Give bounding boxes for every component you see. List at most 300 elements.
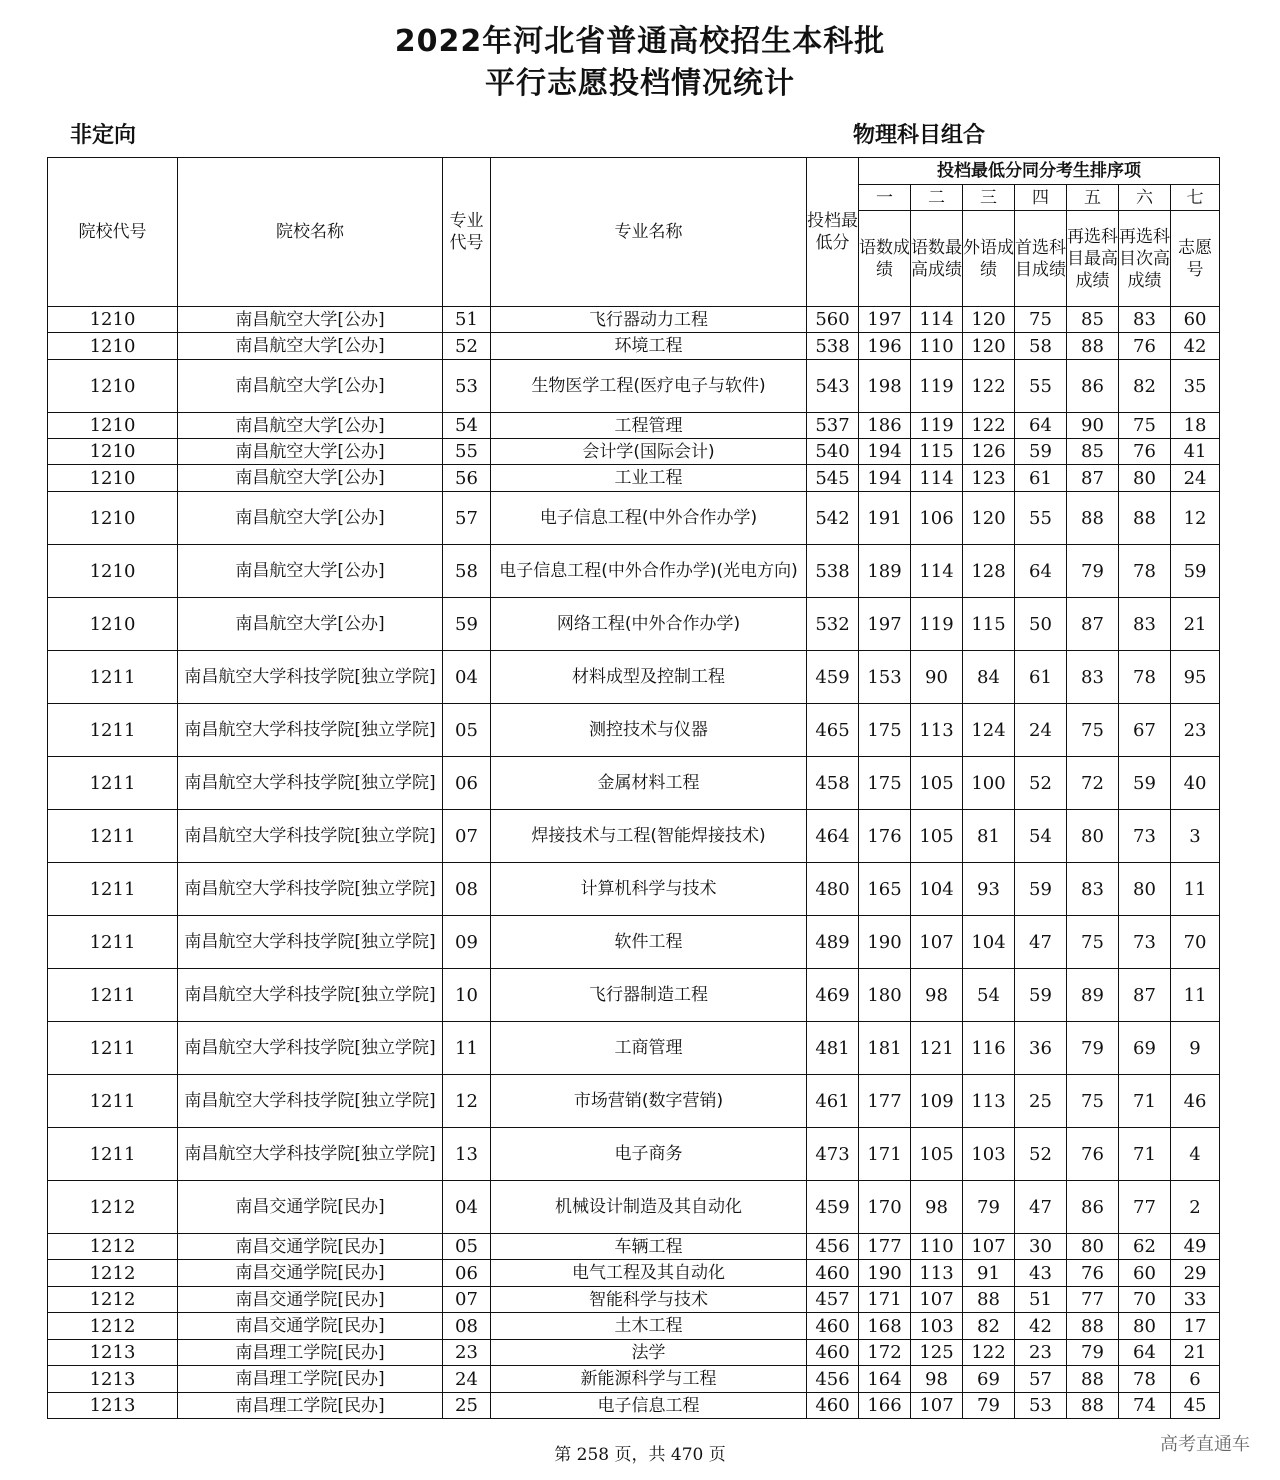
major-name-cell: 焊接技术与工程(智能焊接技术) (491, 810, 807, 863)
major-code-cell: 05 (443, 1234, 491, 1260)
score-7-cell: 41 (1171, 439, 1220, 465)
table-row (48, 598, 1220, 651)
header-tiebreak-number: 七 (1171, 185, 1220, 211)
score-7-cell: 12 (1171, 492, 1220, 545)
score-4-cell: 58 (1015, 333, 1067, 360)
score-7-cell: 46 (1171, 1075, 1220, 1128)
score-6-cell: 82 (1119, 360, 1171, 413)
school-name-cell: 南昌交通学院[民办] (178, 1287, 443, 1313)
table-row (48, 704, 1220, 757)
score-2-cell: 106 (911, 492, 963, 545)
table-row (48, 916, 1220, 969)
score-4-cell: 61 (1015, 651, 1067, 704)
table-row (48, 413, 1220, 439)
school-name-cell: 南昌航空大学科技学院[独立学院] (178, 863, 443, 916)
major-code-cell: 23 (443, 1340, 491, 1366)
score-4-cell: 30 (1015, 1234, 1067, 1260)
table-row (48, 1128, 1220, 1181)
score-2-cell: 110 (911, 1234, 963, 1260)
score-5-cell: 75 (1067, 916, 1119, 969)
score-3-cell: 122 (963, 1340, 1015, 1366)
score-1-cell: 177 (859, 1075, 911, 1128)
major-name-cell: 工商管理 (491, 1022, 807, 1075)
header-tiebreak-item: 再选科目次高成绩 (1119, 211, 1171, 307)
score-1-cell: 164 (859, 1366, 911, 1393)
major-name-cell: 工业工程 (491, 465, 807, 492)
score-5-cell: 75 (1067, 1075, 1119, 1128)
major-name-cell: 生物医学工程(医疗电子与软件) (491, 360, 807, 413)
score-2-cell: 115 (911, 439, 963, 465)
header-tiebreak-item: 外语成绩 (963, 211, 1015, 307)
header-tiebreak-item: 再选科目最高成绩 (1067, 211, 1119, 307)
score-4-cell: 43 (1015, 1260, 1067, 1287)
score-6-cell: 78 (1119, 545, 1171, 598)
header-school-name: 院校名称 (178, 158, 443, 307)
min-score-cell: 458 (807, 757, 859, 810)
score-6-cell: 77 (1119, 1181, 1171, 1234)
score-7-cell: 45 (1171, 1393, 1220, 1419)
major-code-cell: 53 (443, 360, 491, 413)
score-7-cell: 2 (1171, 1181, 1220, 1234)
min-score-cell: 460 (807, 1260, 859, 1287)
score-3-cell: 81 (963, 810, 1015, 863)
table-row (48, 1234, 1220, 1260)
table-row (48, 1181, 1220, 1234)
score-2-cell: 90 (911, 651, 963, 704)
score-1-cell: 190 (859, 1260, 911, 1287)
major-name-cell: 法学 (491, 1340, 807, 1366)
score-1-cell: 194 (859, 439, 911, 465)
score-6-cell: 87 (1119, 969, 1171, 1022)
school-name-cell: 南昌航空大学科技学院[独立学院] (178, 810, 443, 863)
score-1-cell: 198 (859, 360, 911, 413)
header-tiebreak-number: 五 (1067, 185, 1119, 211)
score-4-cell: 53 (1015, 1393, 1067, 1419)
school-code-cell: 1211 (48, 969, 178, 1022)
score-5-cell: 79 (1067, 1340, 1119, 1366)
school-code-cell: 1211 (48, 651, 178, 704)
score-4-cell: 59 (1015, 969, 1067, 1022)
min-score-cell: 457 (807, 1287, 859, 1313)
school-code-cell: 1212 (48, 1313, 178, 1340)
score-5-cell: 80 (1067, 1234, 1119, 1260)
score-3-cell: 79 (963, 1393, 1015, 1419)
table-row (48, 465, 1220, 492)
header-tiebreak-group: 投档最低分同分考生排序项 (859, 158, 1220, 185)
school-code-cell: 1211 (48, 863, 178, 916)
major-name-cell: 电子信息工程(中外合作办学)(光电方向) (491, 545, 807, 598)
score-3-cell: 103 (963, 1128, 1015, 1181)
score-2-cell: 113 (911, 704, 963, 757)
score-3-cell: 116 (963, 1022, 1015, 1075)
school-code-cell: 1211 (48, 1075, 178, 1128)
score-5-cell: 88 (1067, 1393, 1119, 1419)
table-row (48, 307, 1220, 333)
score-7-cell: 95 (1171, 651, 1220, 704)
score-7-cell: 40 (1171, 757, 1220, 810)
major-name-cell: 电子商务 (491, 1128, 807, 1181)
school-code-cell: 1211 (48, 916, 178, 969)
score-2-cell: 105 (911, 810, 963, 863)
school-name-cell: 南昌理工学院[民办] (178, 1366, 443, 1393)
score-2-cell: 105 (911, 1128, 963, 1181)
min-score-cell: 459 (807, 651, 859, 704)
score-1-cell: 197 (859, 598, 911, 651)
page-title-line-1: 2022年河北省普通高校招生本科批 (394, 24, 886, 59)
score-5-cell: 79 (1067, 1022, 1119, 1075)
score-7-cell: 24 (1171, 465, 1220, 492)
min-score-cell: 538 (807, 545, 859, 598)
score-1-cell: 166 (859, 1393, 911, 1419)
score-1-cell: 176 (859, 810, 911, 863)
score-7-cell: 6 (1171, 1366, 1220, 1393)
score-6-cell: 64 (1119, 1340, 1171, 1366)
school-code-cell: 1212 (48, 1287, 178, 1313)
score-4-cell: 52 (1015, 757, 1067, 810)
min-score-cell: 542 (807, 492, 859, 545)
score-3-cell: 115 (963, 598, 1015, 651)
score-6-cell: 88 (1119, 492, 1171, 545)
score-5-cell: 75 (1067, 704, 1119, 757)
score-5-cell: 83 (1067, 863, 1119, 916)
score-4-cell: 64 (1015, 545, 1067, 598)
score-6-cell: 75 (1119, 413, 1171, 439)
score-2-cell: 119 (911, 360, 963, 413)
school-name-cell: 南昌航空大学科技学院[独立学院] (178, 1075, 443, 1128)
table-row (48, 545, 1220, 598)
score-3-cell: 54 (963, 969, 1015, 1022)
score-5-cell: 87 (1067, 598, 1119, 651)
min-score-cell: 545 (807, 465, 859, 492)
score-7-cell: 21 (1171, 598, 1220, 651)
major-code-cell: 56 (443, 465, 491, 492)
header-tiebreak-item: 志愿号 (1171, 211, 1220, 307)
school-code-cell: 1211 (48, 1128, 178, 1181)
score-4-cell: 47 (1015, 1181, 1067, 1234)
table-row (48, 360, 1220, 413)
major-name-cell: 车辆工程 (491, 1234, 807, 1260)
score-3-cell: 82 (963, 1313, 1015, 1340)
subject-combination-label: 物理科目组合 (853, 123, 986, 148)
score-6-cell: 67 (1119, 704, 1171, 757)
major-name-cell: 会计学(国际会计) (491, 439, 807, 465)
score-4-cell: 42 (1015, 1313, 1067, 1340)
score-2-cell: 107 (911, 916, 963, 969)
table-row (48, 1393, 1220, 1419)
score-1-cell: 170 (859, 1181, 911, 1234)
score-2-cell: 125 (911, 1340, 963, 1366)
major-name-cell: 电气工程及其自动化 (491, 1260, 807, 1287)
score-2-cell: 119 (911, 598, 963, 651)
score-6-cell: 80 (1119, 863, 1171, 916)
table-row (48, 969, 1220, 1022)
score-4-cell: 50 (1015, 598, 1067, 651)
school-code-cell: 1210 (48, 492, 178, 545)
major-name-cell: 机械设计制造及其自动化 (491, 1181, 807, 1234)
school-name-cell: 南昌航空大学[公办] (178, 465, 443, 492)
score-7-cell: 4 (1171, 1128, 1220, 1181)
score-3-cell: 88 (963, 1287, 1015, 1313)
header-major-name: 专业名称 (491, 158, 807, 307)
major-name-cell: 飞行器制造工程 (491, 969, 807, 1022)
score-5-cell: 76 (1067, 1260, 1119, 1287)
score-1-cell: 175 (859, 757, 911, 810)
score-4-cell: 55 (1015, 360, 1067, 413)
school-code-cell: 1210 (48, 465, 178, 492)
school-name-cell: 南昌航空大学科技学院[独立学院] (178, 1128, 443, 1181)
school-name-cell: 南昌理工学院[民办] (178, 1340, 443, 1366)
major-name-cell: 智能科学与技术 (491, 1287, 807, 1313)
score-6-cell: 78 (1119, 1366, 1171, 1393)
score-1-cell: 171 (859, 1287, 911, 1313)
score-5-cell: 80 (1067, 810, 1119, 863)
major-name-cell: 新能源科学与工程 (491, 1366, 807, 1393)
table-row (48, 1022, 1220, 1075)
major-name-cell: 网络工程(中外合作办学) (491, 598, 807, 651)
score-2-cell: 114 (911, 307, 963, 333)
major-code-cell: 52 (443, 333, 491, 360)
score-5-cell: 83 (1067, 651, 1119, 704)
school-name-cell: 南昌交通学院[民办] (178, 1234, 443, 1260)
major-code-cell: 06 (443, 1260, 491, 1287)
major-code-cell: 05 (443, 704, 491, 757)
score-1-cell: 190 (859, 916, 911, 969)
score-7-cell: 70 (1171, 916, 1220, 969)
min-score-cell: 465 (807, 704, 859, 757)
score-5-cell: 85 (1067, 439, 1119, 465)
score-6-cell: 80 (1119, 465, 1171, 492)
score-3-cell: 100 (963, 757, 1015, 810)
header-tiebreak-item: 首选科目成绩 (1015, 211, 1067, 307)
major-name-cell: 环境工程 (491, 333, 807, 360)
school-name-cell: 南昌航空大学[公办] (178, 333, 443, 360)
score-5-cell: 89 (1067, 969, 1119, 1022)
watermark: 高考直通车 (1160, 1434, 1250, 1455)
score-4-cell: 57 (1015, 1366, 1067, 1393)
school-code-cell: 1210 (48, 333, 178, 360)
school-name-cell: 南昌交通学院[民办] (178, 1260, 443, 1287)
school-name-cell: 南昌航空大学[公办] (178, 360, 443, 413)
score-1-cell: 189 (859, 545, 911, 598)
min-score-cell: 560 (807, 307, 859, 333)
school-code-cell: 1210 (48, 439, 178, 465)
score-6-cell: 69 (1119, 1022, 1171, 1075)
score-5-cell: 86 (1067, 1181, 1119, 1234)
major-name-cell: 计算机科学与技术 (491, 863, 807, 916)
score-6-cell: 62 (1119, 1234, 1171, 1260)
score-4-cell: 36 (1015, 1022, 1067, 1075)
score-1-cell: 196 (859, 333, 911, 360)
score-5-cell: 79 (1067, 545, 1119, 598)
score-4-cell: 54 (1015, 810, 1067, 863)
major-name-cell: 金属材料工程 (491, 757, 807, 810)
major-name-cell: 市场营销(数字营销) (491, 1075, 807, 1128)
school-name-cell: 南昌航空大学科技学院[独立学院] (178, 916, 443, 969)
score-2-cell: 98 (911, 1366, 963, 1393)
score-5-cell: 88 (1067, 1313, 1119, 1340)
major-code-cell: 55 (443, 439, 491, 465)
school-code-cell: 1210 (48, 545, 178, 598)
school-code-cell: 1213 (48, 1393, 178, 1419)
score-2-cell: 113 (911, 1260, 963, 1287)
school-name-cell: 南昌航空大学科技学院[独立学院] (178, 704, 443, 757)
score-3-cell: 69 (963, 1366, 1015, 1393)
table-row (48, 1366, 1220, 1393)
school-code-cell: 1211 (48, 704, 178, 757)
score-6-cell: 71 (1119, 1075, 1171, 1128)
major-name-cell: 材料成型及控制工程 (491, 651, 807, 704)
table-row (48, 1287, 1220, 1313)
score-2-cell: 98 (911, 969, 963, 1022)
score-4-cell: 51 (1015, 1287, 1067, 1313)
school-name-cell: 南昌航空大学[公办] (178, 413, 443, 439)
school-name-cell: 南昌航空大学科技学院[独立学院] (178, 1022, 443, 1075)
school-code-cell: 1210 (48, 413, 178, 439)
score-6-cell: 74 (1119, 1393, 1171, 1419)
score-7-cell: 18 (1171, 413, 1220, 439)
score-5-cell: 87 (1067, 465, 1119, 492)
table-row (48, 1340, 1220, 1366)
score-1-cell: 186 (859, 413, 911, 439)
min-score-cell: 473 (807, 1128, 859, 1181)
score-2-cell: 114 (911, 465, 963, 492)
major-code-cell: 10 (443, 969, 491, 1022)
score-3-cell: 126 (963, 439, 1015, 465)
header-tiebreak-item: 语数最高成绩 (911, 211, 963, 307)
school-name-cell: 南昌理工学院[民办] (178, 1393, 443, 1419)
major-name-cell: 测控技术与仪器 (491, 704, 807, 757)
score-4-cell: 24 (1015, 704, 1067, 757)
score-2-cell: 119 (911, 413, 963, 439)
score-3-cell: 104 (963, 916, 1015, 969)
min-score-cell: 540 (807, 439, 859, 465)
school-name-cell: 南昌航空大学[公办] (178, 492, 443, 545)
admission-table (47, 157, 1220, 1419)
header-tiebreak-number: 四 (1015, 185, 1067, 211)
school-code-cell: 1213 (48, 1366, 178, 1393)
score-6-cell: 83 (1119, 307, 1171, 333)
header-tiebreak-number: 一 (859, 185, 911, 211)
major-code-cell: 07 (443, 810, 491, 863)
score-3-cell: 128 (963, 545, 1015, 598)
score-2-cell: 105 (911, 757, 963, 810)
min-score-cell: 460 (807, 1313, 859, 1340)
header-school-code: 院校代号 (48, 158, 178, 307)
score-7-cell: 9 (1171, 1022, 1220, 1075)
header-tiebreak-number: 六 (1119, 185, 1171, 211)
score-5-cell: 76 (1067, 1128, 1119, 1181)
score-6-cell: 83 (1119, 598, 1171, 651)
min-score-cell: 489 (807, 916, 859, 969)
table-body (48, 307, 1220, 1419)
score-2-cell: 110 (911, 333, 963, 360)
score-7-cell: 11 (1171, 863, 1220, 916)
page-number: 第 258 页，共 470 页 (554, 1445, 726, 1465)
school-code-cell: 1213 (48, 1340, 178, 1366)
table-row (48, 1313, 1220, 1340)
score-5-cell: 88 (1067, 333, 1119, 360)
major-code-cell: 04 (443, 1181, 491, 1234)
score-1-cell: 175 (859, 704, 911, 757)
score-3-cell: 120 (963, 307, 1015, 333)
min-score-cell: 543 (807, 360, 859, 413)
score-3-cell: 79 (963, 1181, 1015, 1234)
school-code-cell: 1210 (48, 307, 178, 333)
table-row (48, 651, 1220, 704)
school-name-cell: 南昌航空大学科技学院[独立学院] (178, 969, 443, 1022)
score-5-cell: 88 (1067, 492, 1119, 545)
table-row (48, 863, 1220, 916)
header-tiebreak-item: 语数成绩 (859, 211, 911, 307)
score-4-cell: 52 (1015, 1128, 1067, 1181)
school-code-cell: 1212 (48, 1234, 178, 1260)
score-3-cell: 84 (963, 651, 1015, 704)
table-row (48, 439, 1220, 465)
score-2-cell: 107 (911, 1393, 963, 1419)
table-header (48, 158, 1220, 307)
category-label: 非定向 (70, 123, 137, 148)
min-score-cell: 460 (807, 1340, 859, 1366)
score-7-cell: 3 (1171, 810, 1220, 863)
score-6-cell: 73 (1119, 810, 1171, 863)
score-2-cell: 114 (911, 545, 963, 598)
score-7-cell: 11 (1171, 969, 1220, 1022)
score-1-cell: 177 (859, 1234, 911, 1260)
score-7-cell: 35 (1171, 360, 1220, 413)
major-name-cell: 电子信息工程 (491, 1393, 807, 1419)
score-5-cell: 85 (1067, 307, 1119, 333)
min-score-cell: 464 (807, 810, 859, 863)
min-score-cell: 460 (807, 1393, 859, 1419)
major-code-cell: 51 (443, 307, 491, 333)
score-2-cell: 109 (911, 1075, 963, 1128)
score-6-cell: 59 (1119, 757, 1171, 810)
major-code-cell: 04 (443, 651, 491, 704)
score-4-cell: 47 (1015, 916, 1067, 969)
score-1-cell: 197 (859, 307, 911, 333)
school-code-cell: 1210 (48, 598, 178, 651)
major-code-cell: 06 (443, 757, 491, 810)
major-code-cell: 09 (443, 916, 491, 969)
major-name-cell: 软件工程 (491, 916, 807, 969)
score-4-cell: 25 (1015, 1075, 1067, 1128)
score-3-cell: 122 (963, 413, 1015, 439)
table-row (48, 1075, 1220, 1128)
major-code-cell: 12 (443, 1075, 491, 1128)
score-3-cell: 120 (963, 492, 1015, 545)
school-name-cell: 南昌航空大学[公办] (178, 439, 443, 465)
header-tiebreak-number: 二 (911, 185, 963, 211)
major-code-cell: 13 (443, 1128, 491, 1181)
school-code-cell: 1212 (48, 1181, 178, 1234)
school-name-cell: 南昌交通学院[民办] (178, 1181, 443, 1234)
score-3-cell: 123 (963, 465, 1015, 492)
score-6-cell: 71 (1119, 1128, 1171, 1181)
school-name-cell: 南昌航空大学科技学院[独立学院] (178, 757, 443, 810)
score-6-cell: 76 (1119, 333, 1171, 360)
major-name-cell: 飞行器动力工程 (491, 307, 807, 333)
score-6-cell: 76 (1119, 439, 1171, 465)
score-4-cell: 59 (1015, 439, 1067, 465)
score-7-cell: 33 (1171, 1287, 1220, 1313)
school-code-cell: 1211 (48, 810, 178, 863)
min-score-cell: 469 (807, 969, 859, 1022)
school-code-cell: 1212 (48, 1260, 178, 1287)
major-name-cell: 土木工程 (491, 1313, 807, 1340)
score-2-cell: 104 (911, 863, 963, 916)
score-4-cell: 59 (1015, 863, 1067, 916)
min-score-cell: 538 (807, 333, 859, 360)
